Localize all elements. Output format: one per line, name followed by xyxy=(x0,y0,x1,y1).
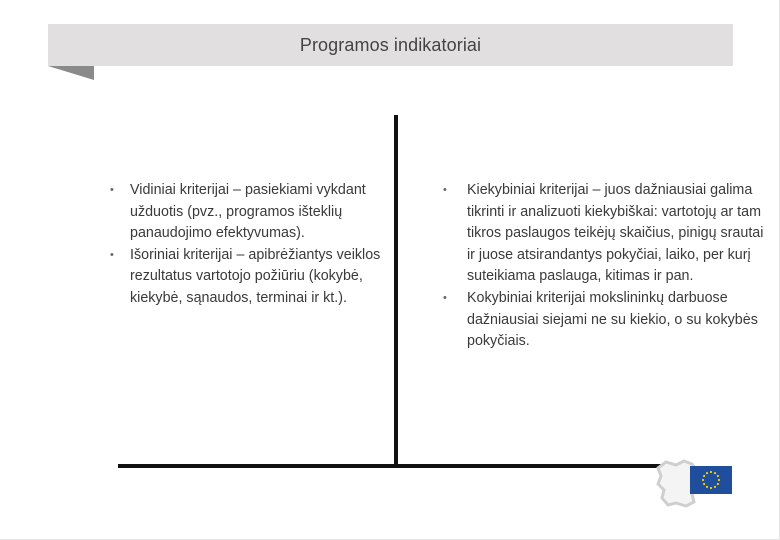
criterion-text: kriterijai mokslininkų darbuose dažniausiai siejami ne su kiekio, o su kokybės pokyčiais. xyxy=(467,289,758,350)
criterion-term: Kokybiniai xyxy=(467,289,533,306)
right-column xyxy=(443,180,773,353)
criterion-text: – apibrėžiantys veiklos rezultatus vartotojo požiūriu (kokybė, kiekybė, sąnaudos, terminai ir kt.). xyxy=(130,246,381,306)
bullet-icon: • xyxy=(443,184,447,196)
title-bar xyxy=(48,24,733,66)
bullet-icon: • xyxy=(110,248,114,261)
page-title: Programos indikatoriai xyxy=(299,34,482,55)
left-bullet-list xyxy=(110,180,385,310)
bullet-icon: • xyxy=(110,184,114,196)
title-fold-decoration xyxy=(48,66,94,80)
vertical-divider xyxy=(394,115,398,466)
criterion-term: Vidiniai kriterijai xyxy=(130,182,230,198)
criterion-term: Kiekybiniai kriterijai xyxy=(467,182,589,198)
list-item xyxy=(443,180,773,288)
list-item xyxy=(110,180,385,245)
criterion-text: – juos dažniausiai galima tikrinti ir analizuoti kiekybiškai: vartotojų ar tam tikros paslaugos teikėjų skaičius, pinigų srautai ir juose atsirandantys pokyčiai, laiko, per kurį suteikiama paslauga, kitimas ir pan. xyxy=(467,182,764,285)
criterion-term: Išoriniai kriterijai xyxy=(130,246,233,263)
right-bullet-list xyxy=(443,180,773,353)
criterion-text: – pasiekiami vykdant užduotis (pvz., programos išteklių panaudojimo efektyvumas). xyxy=(130,182,366,242)
list-item xyxy=(443,288,773,353)
list-item xyxy=(110,245,385,310)
horizontal-divider xyxy=(118,464,690,468)
left-column xyxy=(110,180,385,310)
eu-flag-icon xyxy=(690,466,732,494)
bullet-icon: • xyxy=(443,291,447,304)
